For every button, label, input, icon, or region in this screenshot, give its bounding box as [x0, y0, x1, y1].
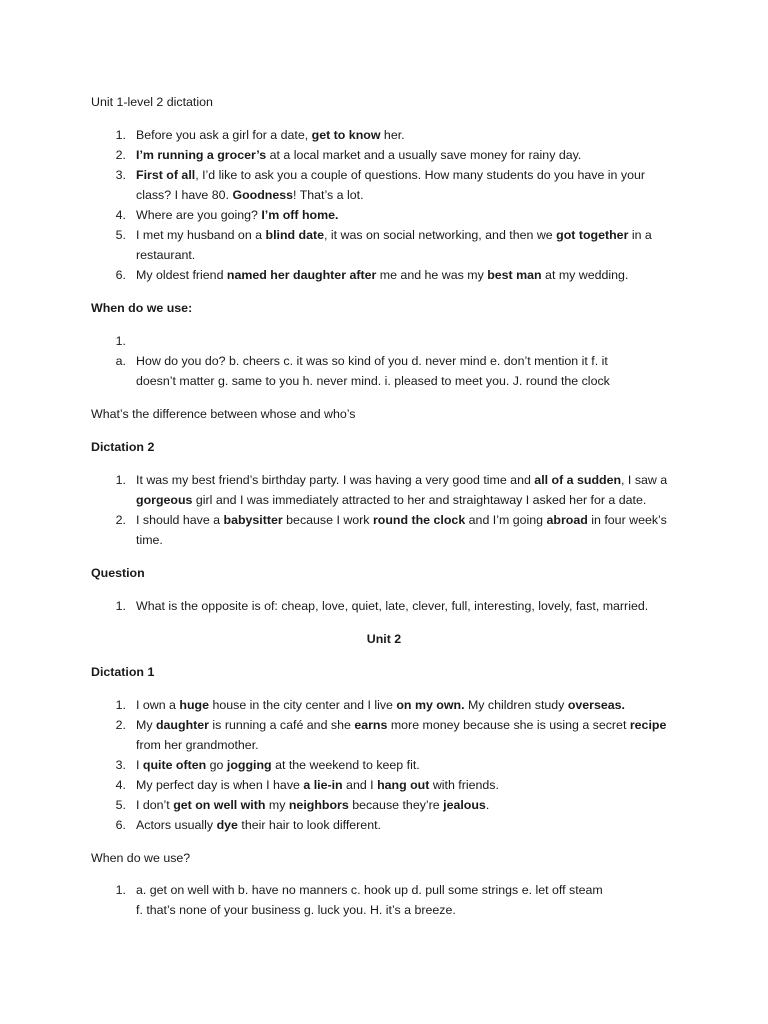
section-heading: Dictation 2 [91, 440, 155, 454]
document-title: Unit 1-level 2 dictation [91, 95, 213, 109]
section-heading: Question [91, 566, 145, 580]
section-heading: Dictation 1 [91, 665, 155, 679]
section-heading: When do we use? [91, 851, 191, 865]
difference-question: What’s the difference between whose and who’s [91, 407, 356, 421]
section-heading: When do we use: [91, 301, 193, 315]
unit2-heading: Unit 2 [366, 632, 402, 646]
document-page: Unit 1-level 2 dictation 1. Before you ask a girl for a date, get to know her. 2. I’m running a grocer’s at a local market and a usually save money for rainy day. 3. First of all, I’d like to ask you a couple of questions. How many students do you have in your class? I have 80. Goodness! That’s a lot. 4. Where are you going? I’m off home. 5. I met my husband on a blind date, it was on social networking, and then we got together in a restaurant. 6. My oldest friend named her daughter after me and he was my best man at my wedding. When do we use: 1. a. How do you do? b. cheers c. it was so kind of you d. never mind e. don’t mention it f. it doesn’t matter g. same to you h. never mind. i. pleased to meet you. J. round the clock What’s the difference between whose and who’s Dictation 2 1. It was my best friend’s birthday party. I was having a very good time and all of a sudden, I saw a gorgeous girl and I was immediately attracted to her and straightaway I asked her for a date. 2. I should have a babysitter because I work round the clock and I’m going abroad in four week’s time. Question 1. What is the opposite is of: cheap, love, quiet, late, clever, full, interesting, lovely, fast, married. Unit 2 Dictation 1 1. I own a huge house in the city center and I live on my own. My children study overseas. 2. My daughter is running a café and she earns more money because she is using a secret recipe from her grandmother. 3. I quite often go jogging at the weekend to keep fit. 4. My perfect day is when I have a lie-in and I hang out with friends. 5. I don’t get on well with my neighbors because they’re jealous. 6. Actors usually dye their hair to look different. When do we use? 1. a. get on well with b. have no manners c. hook up d. pull some strings e. let off steam f. that’s none of your business g. luck you. H. it’s a breeze. [0, 0, 768, 1024]
